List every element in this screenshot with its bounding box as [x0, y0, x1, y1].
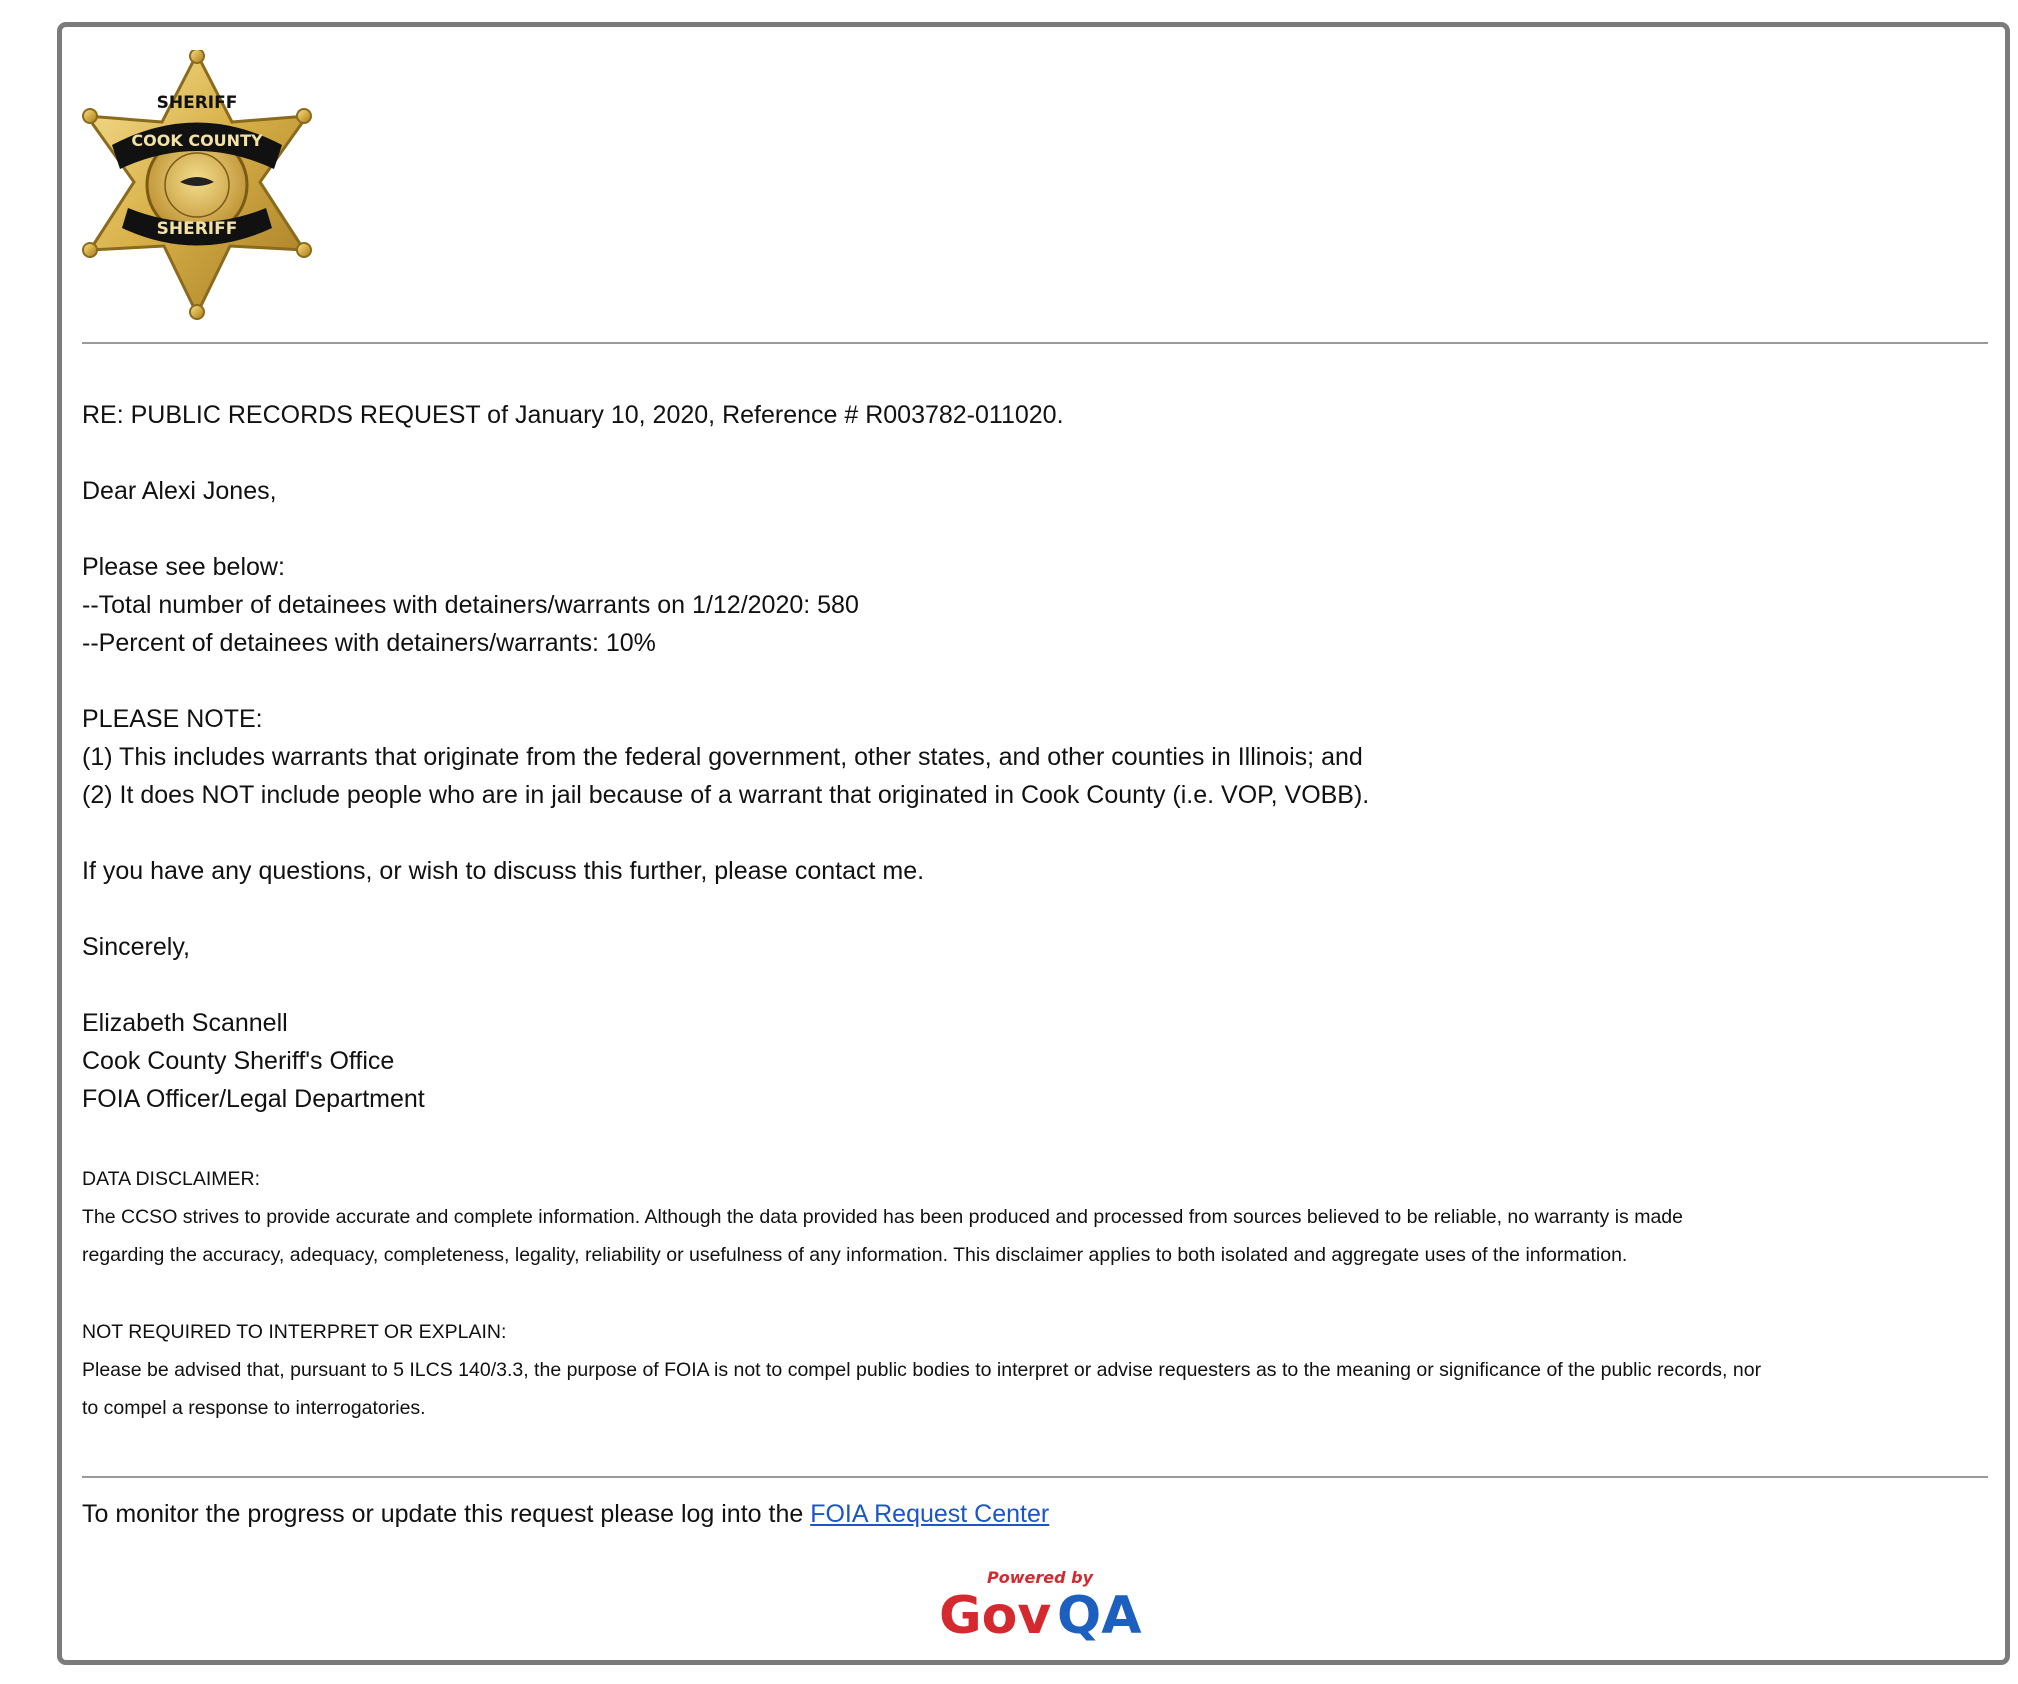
not-required-heading: NOT REQUIRED TO INTERPRET OR EXPLAIN:	[82, 1321, 507, 1343]
footer-monitor-line	[82, 1495, 1049, 1533]
sheriff-badge-logo	[82, 50, 312, 320]
results-block	[82, 548, 1982, 662]
header-divider	[82, 342, 1988, 344]
signature-block	[82, 1004, 1982, 1118]
greeting: Dear Alexi Jones,	[82, 477, 277, 505]
intro-line: Please see below:	[82, 553, 285, 581]
svg-text:Gov: Gov	[939, 1586, 1052, 1641]
disclaimer-heading: DATA DISCLAIMER:	[82, 1168, 261, 1190]
foia-request-center-link[interactable]: FOIA Request Center	[810, 1500, 1050, 1528]
not-required-text: to compel a response to interrogatories.	[82, 1397, 426, 1419]
closing-question: If you have any questions, or wish to discuss this further, please contact me.	[82, 857, 925, 885]
signature-office: Cook County Sheriff's Office	[82, 1047, 395, 1075]
svg-text:SHERIFF: SHERIFF	[156, 219, 238, 239]
svg-text:SHERIFF: SHERIFF	[156, 93, 238, 113]
disclaimer-text: The CCSO strives to provide accurate and complete information. Although the data provided has been produced and processed from sources believed to be reliable, no warranty is made	[82, 1206, 1683, 1228]
disclaimer-text: regarding the accuracy, adequacy, completeness, legality, reliability or usefulness of any information. This disclaimer applies to both isolated and aggregate uses of the information.	[82, 1244, 1628, 1266]
subject-line: RE: PUBLIC RECORDS REQUEST of January 10, 2020, Reference # R003782-011020.	[82, 401, 1064, 429]
note-heading: PLEASE NOTE:	[82, 705, 263, 733]
not-required-text: Please be advised that, pursuant to 5 ILCS 140/3.3, the purpose of FOIA is not to compel public bodies to interpret or advise requesters as to the meaning or significance of the public records, nor	[82, 1359, 1762, 1381]
letter-body	[82, 396, 1982, 1156]
svg-text:Powered by: Powered by	[987, 1568, 1093, 1587]
signature-title: FOIA Officer/Legal Department	[82, 1085, 425, 1113]
signoff: Sincerely,	[82, 933, 190, 961]
note-block	[82, 700, 1982, 814]
data-disclaimer	[82, 1160, 1988, 1274]
result-item: --Total number of detainees with detainers/warrants on 1/12/2020: 580	[82, 591, 859, 619]
not-required-notice	[82, 1313, 1988, 1427]
govqa-logo[interactable]	[935, 1565, 1145, 1641]
svg-text:COOK COUNTY: COOK COUNTY	[131, 131, 263, 150]
signature-name: Elizabeth Scannell	[82, 1009, 288, 1037]
note-item: (1) This includes warrants that originate from the federal government, other states, and other counties in Illinois; and	[82, 743, 1363, 771]
svg-text:QA: QA	[1057, 1586, 1142, 1641]
note-item: (2) It does NOT include people who are in jail because of a warrant that originated in Cook County (i.e. VOP, VOBB).	[82, 781, 1370, 809]
footer-divider	[82, 1476, 1988, 1478]
monitor-text: To monitor the progress or update this request please log into the	[82, 1500, 811, 1528]
result-item: --Percent of detainees with detainers/warrants: 10%	[82, 629, 656, 657]
